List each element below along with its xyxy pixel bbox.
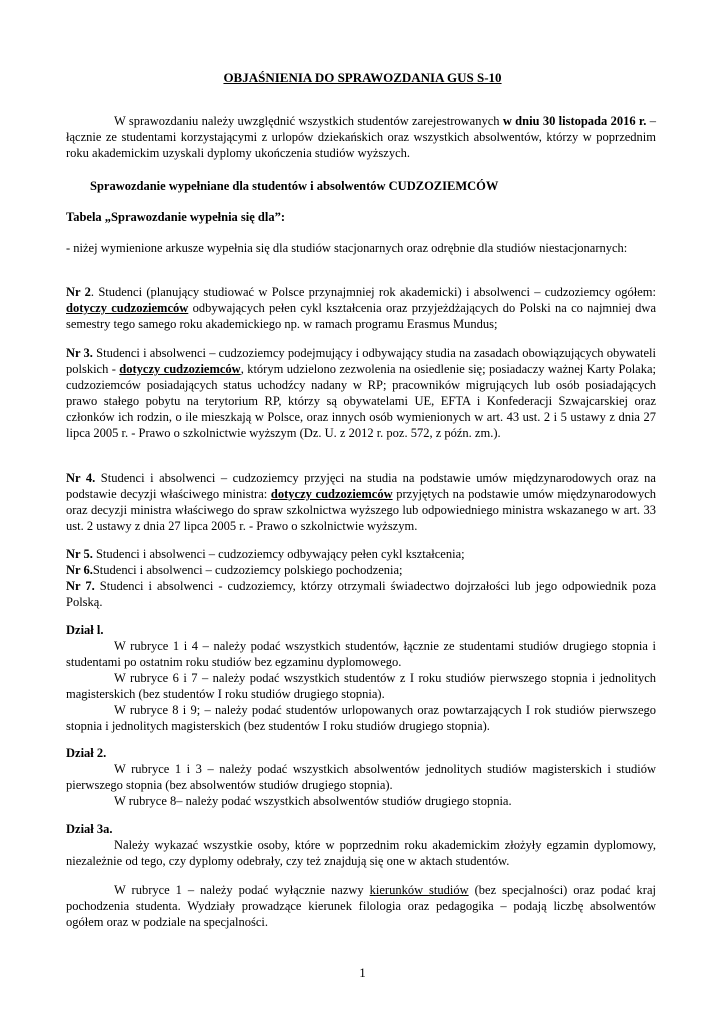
dzial1-p2: W rubryce 6 i 7 – należy podać wszystkich studentów z I roku studiów pierwszego stopnia i jednolitych magisterskich (bez studentów I roku studiów drugiego stopnia).: [66, 671, 656, 701]
dzial1-heading: Dział l.: [66, 623, 104, 637]
nr5-7-list: [66, 546, 656, 610]
dzial1-p3: W rubryce 8 i 9; – należy podać studentów urlopowanych oraz powtarzających I rok studiów pierwszego stopnia i jednolitych magisterskich (bez studentów I roku studiów drugiego stopnia).: [66, 703, 656, 733]
nr7-item: Nr 7. Studenci i absolwenci - cudzoziemcy, którzy otrzymali świadectwo dojrzałości lub jego odpowiednik poza Polską.: [66, 579, 657, 609]
nr5-item: Nr 5. Studenci i absolwenci – cudzoziemcy odbywający pełen cykl kształcenia;: [66, 547, 465, 561]
nr2-paragraph: Nr 2. Studenci (planujący studiować w Polsce przynajmniej rok akademicki) i absolwenci – cudzoziemcy ogółem: dotyczy cudzoziemców odbywających pełen cykl kształcenia oraz przyjeżdżających do Polski na co najmniej dwa semestry tego samego roku akademickiego np. w ramach programu Erasmus Mundus;: [66, 285, 656, 331]
table-note: - niżej wymienione arkusze wypełnia się dla studiów stacjonarnych oraz odrębnie dla studiów niestacjonarnych:: [66, 241, 628, 255]
dzial2-p2: W rubryce 8– należy podać wszystkich absolwentów studiów drugiego stopnia.: [114, 794, 512, 808]
dzial1-p1: W rubryce 1 i 4 – należy podać wszystkich studentów, łącznie ze studentami studiów drugiego stopnia i studentami po ostatnim roku studiów bez egzaminu dyplomowego.: [66, 639, 656, 669]
nr4-paragraph: Nr 4. Studenci i absolwenci – cudzoziemcy przyjęci na studia na podstawie umów międzynarodowych oraz na podstawie decyzji właściwego ministra: dotyczy cudzoziemców przyjętych na podstawie umów międzynarodowych oraz decyzji ministra właściwego do spraw szkolnictwa wyższego lub odpowiedniego ministra wskazanego w art. 33 ust. 2 ustawy z dnia 27 lipca 2005 r. - Prawo o szkolnictwie wyższym.: [66, 471, 656, 533]
table-heading: Tabela „Sprawozdanie wypełnia się dla”:: [66, 210, 286, 224]
nr3-paragraph: Nr 3. Studenci i absolwenci – cudzoziemcy podejmujący i odbywający studia na zasadach obowiązujących obywateli polskich - dotyczy cudzoziemców, którym udzielono zezwolenia na osiedlenie się; posiadaczy ważnej Karty Polaka; cudzoziemców posiadających status uchodźcy nadany w RP; pracowników migrujących lub osób posiadających prawo stałego pobytu na terytorium RP, którzy są obywatelami UE, EFTA i Konfederacji Szwajcarskiej oraz członków ich rodzin, o ile mieszkają w Polsce, oraz innych osób wymienionych w art. 43 ust. 2 i 5 ustawy z dnia 27 lipca 2005 r. - Prawo o szkolnictwie wyższym (Dz. U. z 2012 r. poz. 572, z późn. zm.).: [66, 346, 656, 440]
page-number: 1: [359, 965, 366, 980]
intro-paragraph: W sprawozdaniu należy uwzględnić wszystkich studentów zarejestrowanych w dniu 30 listopada 2016 r. – łącznie ze studentami korzystającymi z urlopów dziekańskich oraz wszystkich absolwentów, którzy w poprzednim roku akademickim uzyskali dyplomy ukończenia studiów wyższych.: [66, 114, 656, 160]
dzial2-p1: W rubryce 1 i 3 – należy podać wszystkich absolwentów jednolitych studiów magisterskich i studiów pierwszego stopnia (bez absolwentów studiów drugiego stopnia).: [66, 762, 656, 792]
dzial2-heading: Dział 2.: [66, 746, 107, 760]
dzial3a-heading: Dział 3a.: [66, 822, 113, 836]
section-heading: Sprawozdanie wypełniane dla studentów i absolwentów CUDZOZIEMCÓW: [90, 179, 499, 193]
dzial3a-p2: W rubryce 1 – należy podać wyłącznie nazwy kierunków studiów (bez specjalności) oraz podać kraj pochodzenia studenta. Wydziały prowadzące kierunek filologia oraz pedagogika – podają liczbę absolwentów ogółem oraz w podziale na specjalności.: [66, 883, 656, 929]
page-title: OBJAŚNIENIA DO SPRAWOZDANIA GUS S-10: [223, 70, 502, 85]
dzial3a-p1: Należy wykazać wszystkie osoby, które w poprzednim roku akademickim złożyły egzamin dyplomowy, niezależnie od tego, czy dyplomy odebrały, czy też znajdują się one w aktach studentów.: [66, 838, 656, 868]
nr6-item: Nr 6.Studenci i absolwenci – cudzoziemcy polskiego pochodzenia;: [66, 563, 403, 577]
